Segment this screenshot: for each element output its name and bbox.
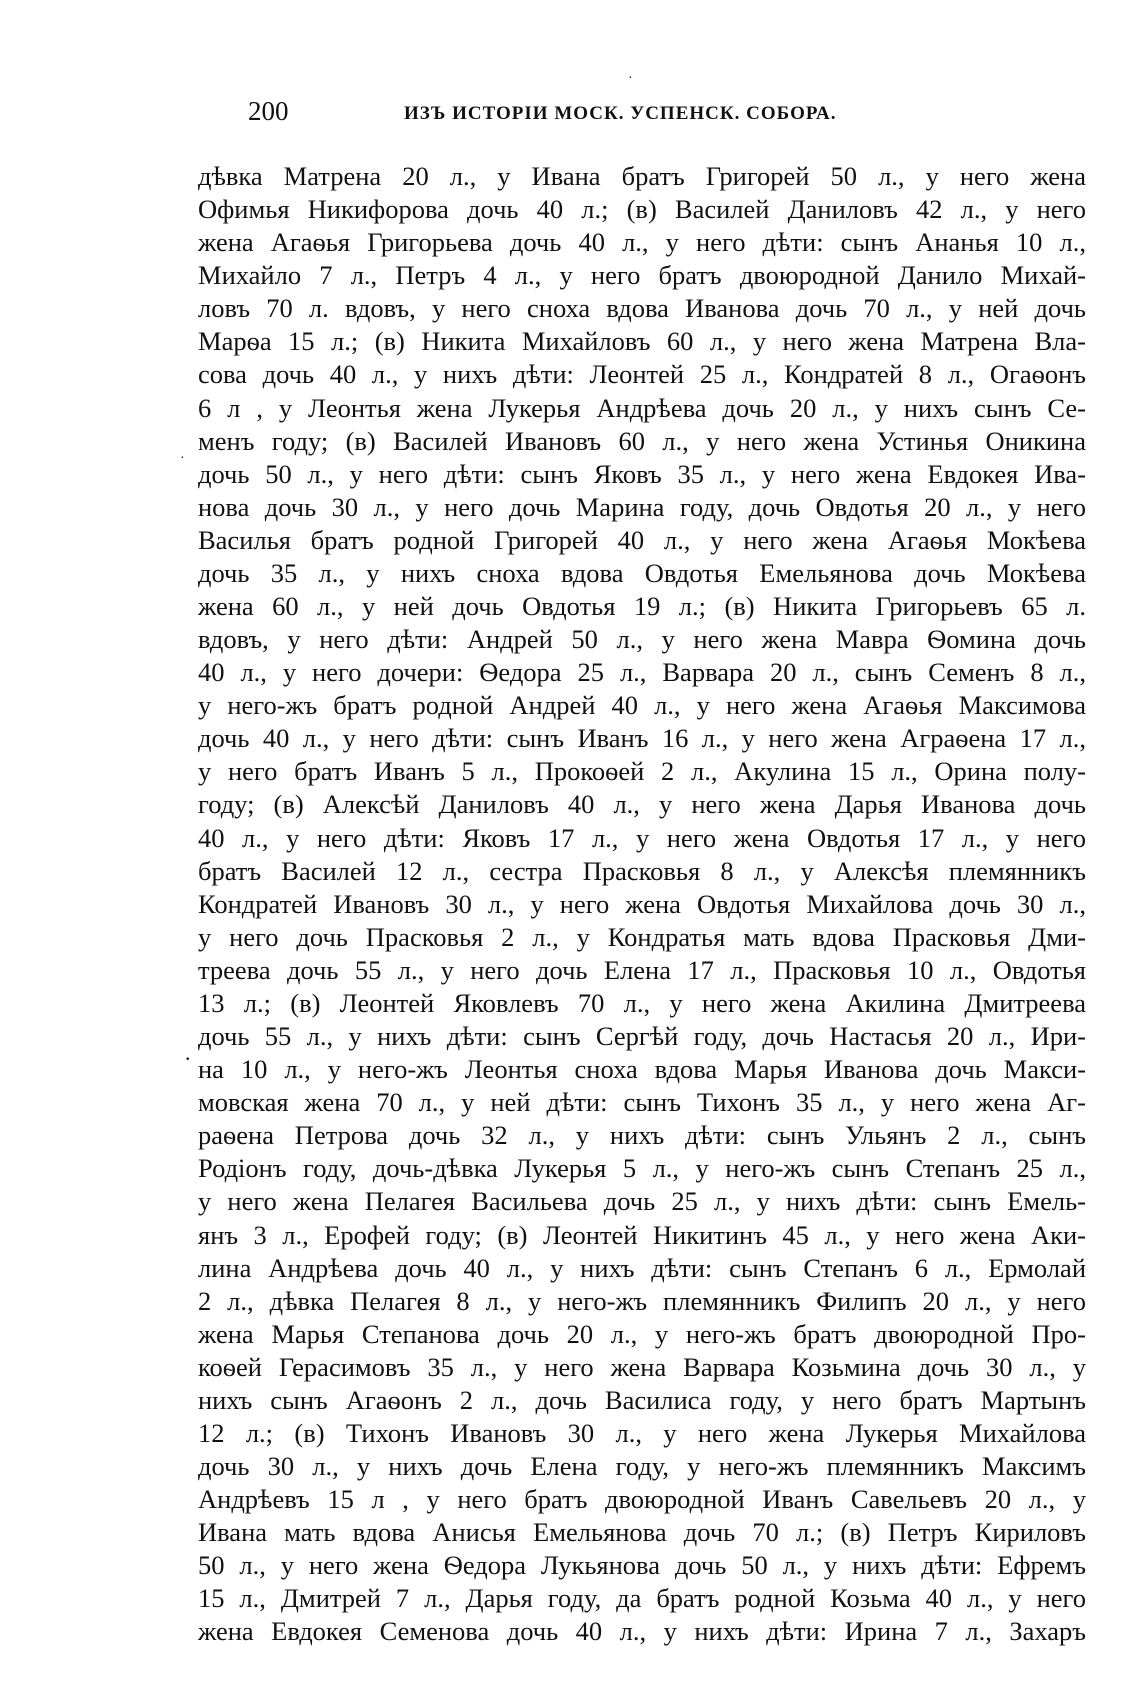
text-line: треева дочь 55 л., у него дочь Елена 17 л., Прасковья 10 л., Овдотья xyxy=(198,954,1086,985)
text-line: вдовъ, у него дѣти: Андрей 50 л., у него жена Мавра Ѳомина дочь xyxy=(198,624,1086,655)
text-line: дочь 50 л., у него дѣти: сынъ Яковъ 35 л., у него жена Евдокея Ива- xyxy=(198,458,1086,489)
text-line: Василья братъ родной Григорей 40 л., у него жена Агаѳья Мокѣева xyxy=(198,524,1086,555)
text-line: Офимья Никифорова дочь 40 л.; (в) Василей Даниловъ 42 л., у него xyxy=(198,194,1086,225)
text-line: у него-жъ братъ родной Андрей 40 л., у него жена Агаѳья Максимова xyxy=(198,690,1086,721)
text-line: дочь 40 л., у него дѣти: сынъ Иванъ 16 л., у него жена Аграѳена 17 л., xyxy=(198,723,1086,754)
text-line: Андрѣевъ 15 л , у него братъ двоюродной Иванъ Савельевъ 20 л., у xyxy=(198,1484,1086,1515)
text-line: дочь 35 л., у нихъ сноха вдова Овдотья Емельянова дочь Мокѣева xyxy=(198,557,1086,588)
text-line: дочь 55 л., у нихъ дѣти: сынъ Сергѣй году, дочь Настасья 20 л., Ири- xyxy=(198,1021,1086,1052)
text-line: у него жена Пелагея Васильева дочь 25 л., у нихъ дѣти: сынъ Емель- xyxy=(198,1186,1086,1217)
text-line: Марѳа 15 л.; (в) Никита Михайловъ 60 л., у него жена Матрена Вла- xyxy=(198,326,1086,357)
text-line: 13 л.; (в) Леонтей Яковлевъ 70 л., у него жена Акилина Дмитреева xyxy=(198,987,1086,1018)
text-line: Михайло 7 л., Петръ 4 л., у него братъ двоюродной Данило Михай- xyxy=(198,260,1086,291)
text-line: у него братъ Иванъ 5 л., Прокоѳей 2 л., Акулина 15 л., Орина полу- xyxy=(198,756,1086,787)
text-line: Родіонъ году, дочь-дѣвка Лукерья 5 л., у него-жъ сынъ Степанъ 25 л., xyxy=(198,1153,1086,1184)
text-line: коѳей Герасимовъ 35 л., у него жена Варвара Козьмина дочь 30 л., у xyxy=(198,1351,1086,1382)
text-line: жена Евдокея Семенова дочь 40 л., у нихъ дѣти: Ирина 7 л., Захаръ xyxy=(198,1616,1086,1647)
margin-mark-top: · xyxy=(628,71,633,86)
text-line: Ивана мать вдова Анисья Емельянова дочь 70 л.; (в) Петръ Кириловъ xyxy=(198,1517,1086,1548)
text-line: 6 л , у Леонтья жена Лукерья Андрѣева дочь 20 л., у нихъ сынъ Се- xyxy=(198,392,1086,423)
text-line: братъ Василей 12 л., сестра Прасковья 8 л., у Алексѣя племянникъ xyxy=(198,855,1086,886)
text-line: 15 л., Дмитрей 7 л., Дарья году, да братъ родной Козьма 40 л., у него xyxy=(198,1583,1086,1614)
text-line: жена Марья Степанова дочь 20 л., у него-жъ братъ двоюродной Про- xyxy=(198,1318,1086,1349)
body-text xyxy=(198,160,1086,1649)
text-line: дѣвка Матрена 20 л., у Ивана братъ Григорей 50 л., у него жена xyxy=(198,161,1086,191)
page-number: 200 xyxy=(248,96,289,126)
text-line: мовская жена 70 л., у ней дѣти: сынъ Тихонъ 35 л., у него жена Аг- xyxy=(198,1087,1086,1118)
text-line: жена 60 л., у ней дочь Овдотья 19 л.; (в) Никита Григорьевъ 65 л. xyxy=(198,591,1086,622)
text-line: 12 л.; (в) Тихонъ Ивановъ 30 л., у него жена Лукерья Михайлова xyxy=(198,1417,1086,1448)
text-line: янъ 3 л., Ерофей году; (в) Леонтей Никитинъ 45 л., у него жена Аки- xyxy=(198,1219,1086,1250)
text-line: 50 л., у него жена Ѳедора Лукьянова дочь 50 л., у нихъ дѣти: Ефремъ xyxy=(198,1550,1086,1581)
text-line: раѳена Петрова дочь 32 л., у нихъ дѣти: сынъ Ульянъ 2 л., сынъ xyxy=(198,1120,1086,1151)
text-line: году; (в) Алексѣй Даниловъ 40 л., у него жена Дарья Иванова дочь xyxy=(198,789,1086,820)
text-line: нихъ сынъ Агаѳонъ 2 л., дочь Василиса году, у него братъ Мартынъ xyxy=(198,1384,1086,1415)
text-line: у него дочь Прасковья 2 л., у Кондратья мать вдова Прасковья Дми- xyxy=(198,921,1086,952)
text-line: сова дочь 40 л., у нихъ дѣти: Леонтей 25 л., Кондратей 8 л., Огаѳонъ xyxy=(198,359,1086,390)
text-line: 40 л., у него дѣти: Яковъ 17 л., у него жена Овдотья 17 л., у него xyxy=(198,822,1086,853)
text-line: нова дочь 30 л., у него дочь Марина году, дочь Овдотья 20 л., у него xyxy=(198,491,1086,522)
text-line: 2 л., дѣвка Пелагея 8 л., у него-жъ племянникъ Филипъ 20 л., у него xyxy=(198,1285,1086,1316)
text-line: лина Андрѣева дочь 40 л., у нихъ дѣти: сынъ Степанъ 6 л., Ермолай xyxy=(198,1252,1086,1283)
margin-mark-left-2: · xyxy=(184,1046,192,1071)
text-line: ловъ 70 л. вдовъ, у него сноха вдова Иванова дочь 70 л., у ней дочь xyxy=(198,293,1086,324)
text-line: 40 л., у него дочери: Ѳедора 25 л., Варвара 20 л., сынъ Семенъ 8 л., xyxy=(198,657,1086,688)
text-line: на 10 л., у него-жъ Леонтья сноха вдова Марья Иванова дочь Макси- xyxy=(198,1054,1086,1085)
text-line: дочь 30 л., у нихъ дочь Елена году, у него-жъ племянникъ Максимъ xyxy=(198,1451,1086,1482)
text-line: жена Агаѳья Григорьева дочь 40 л., у него дѣти: сынъ Ананья 10 л., xyxy=(198,227,1086,258)
text-line: Кондратей Ивановъ 30 л., у него жена Овдотья Михайлова дочь 30 л., xyxy=(198,888,1086,919)
margin-mark-left-1: · xyxy=(180,451,185,466)
text-line: менъ году; (в) Василей Ивановъ 60 л., у него жена Устинья Оникина xyxy=(198,425,1086,456)
running-head: ИЗЪ ИСТОРІИ МОСК. УСПЕНСК. СОБОРА. xyxy=(404,103,837,124)
